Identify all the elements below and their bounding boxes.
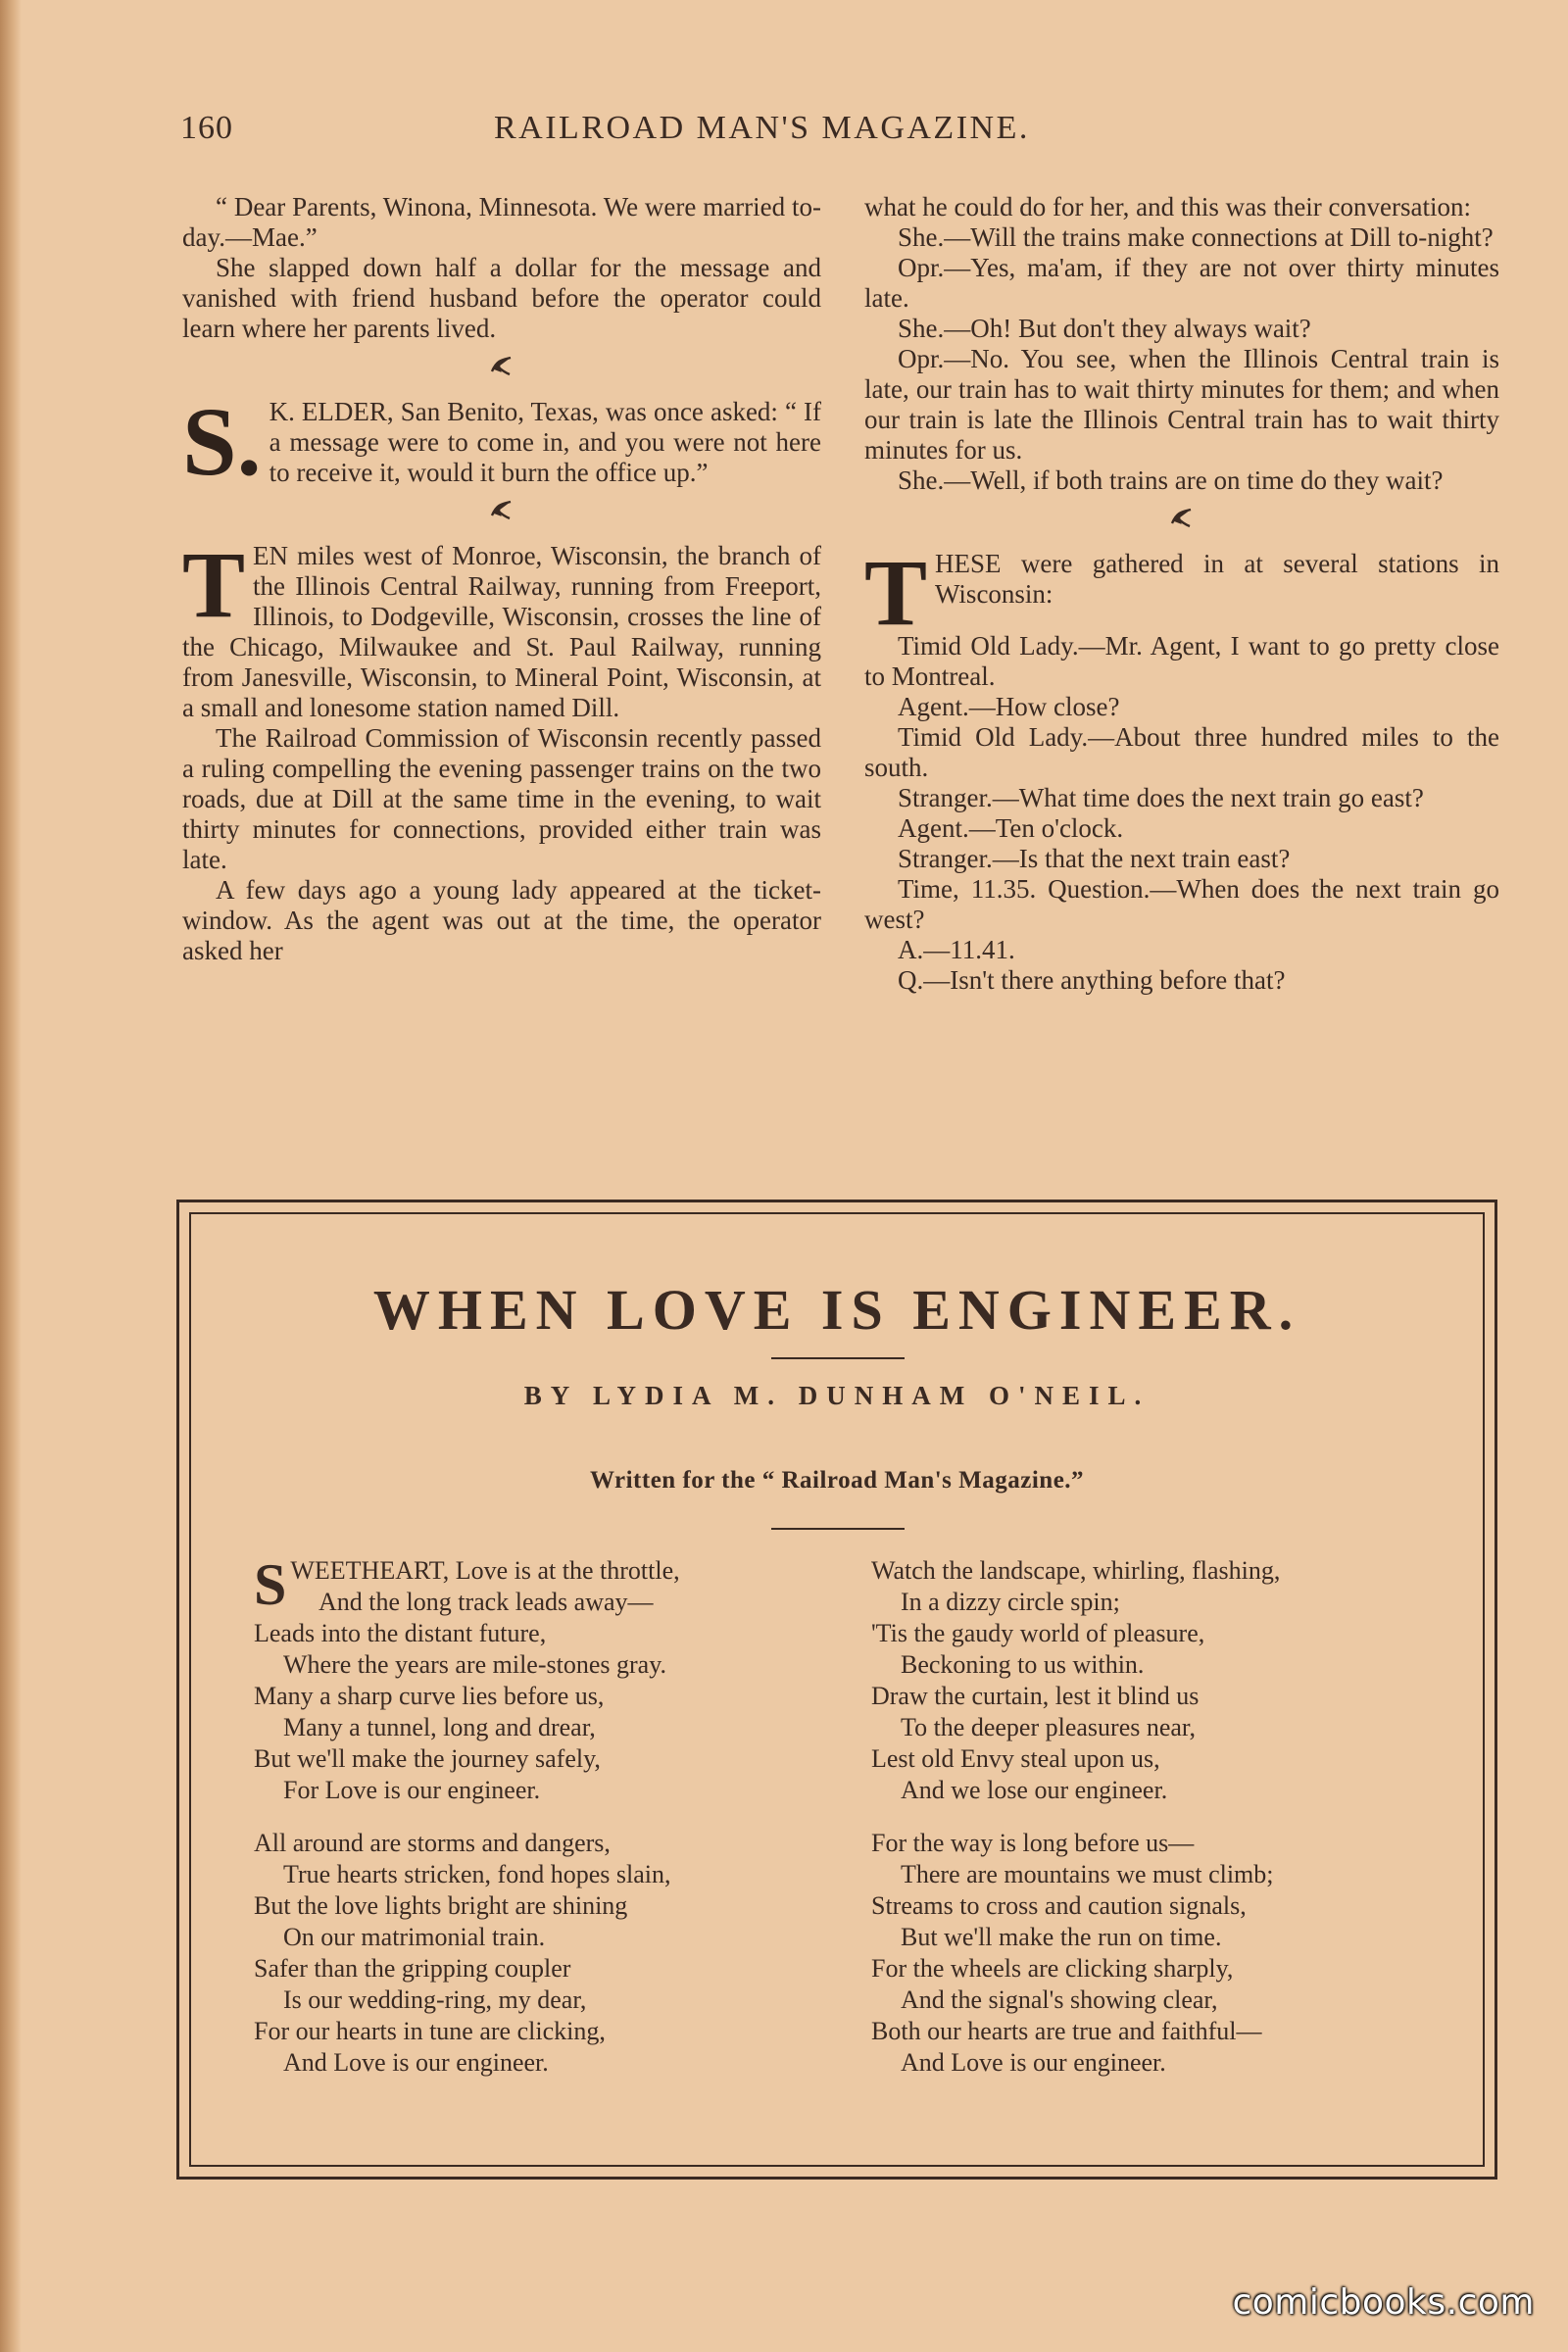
divider (771, 1357, 905, 1359)
left-column (182, 192, 821, 966)
poem-line: 'Tis the gaudy world of pleasure, (871, 1619, 1205, 1647)
dialog-line: Opr.—Yes, ma'am, if they are not over thirty minutes late. (864, 253, 1499, 313)
page-number: 160 (180, 110, 233, 146)
poem-line: Is our wedding-ring, my dear, (283, 1985, 587, 2014)
page-edge (0, 0, 22, 2352)
drop-cap: T (182, 541, 246, 637)
dialog-line: Agent.—Ten o'clock. (898, 813, 1124, 843)
dill-anecdote (182, 541, 821, 723)
poem-line: In a dizzy circle spin; (901, 1588, 1120, 1616)
poem-line: But we'll make the run on time. (901, 1923, 1222, 1951)
paragraph: what he could do for her, and this was their conversation: (864, 192, 1471, 221)
telegram-text: “ Dear Parents, Winona, Minnesota. We were married to-day.—Mae.” (182, 192, 821, 252)
dialog-line: Opr.—No. You see, when the Illinois Central train is late, our train has to wait thirty minutes for them; and when our train is late the Illinois Central train has to wait thirty minutes for us. (864, 344, 1499, 465)
poem-line: Beckoning to us within. (901, 1650, 1145, 1679)
poem-line: For our hearts in tune are clicking, (254, 2017, 606, 2045)
poem-line: WEETHEART, Love is at the throttle, (290, 1556, 680, 1585)
right-column (864, 192, 1499, 996)
dialog-line: She.—Well, if both trains are on time do they wait? (898, 466, 1444, 495)
stanza-3 (871, 1555, 1459, 1806)
paragraph: She slapped down half a dollar for the message and vanished with friend husband before the operator could learn where her parents lived. (182, 253, 821, 343)
poem-line: And the signal's showing clear, (901, 1985, 1218, 2014)
drop-cap: S (254, 1552, 287, 1617)
poem-left-column (254, 1552, 832, 2100)
poem-line: True hearts stricken, fond hopes slain, (283, 1860, 671, 1888)
dialog-line: She.—Will the trains make connections at Dill to-night? (898, 222, 1494, 252)
poem-title: WHEN LOVE IS ENGINEER. (372, 1278, 1301, 1342)
elder-anecdote (182, 397, 821, 488)
poem-box (176, 1200, 1497, 2180)
poem-line: And Love is our engineer. (283, 2048, 549, 2077)
poem-line: But we'll make the journey safely, (254, 1744, 601, 1773)
dialog-line: Timid Old Lady.—About three hundred miles to the south. (864, 722, 1499, 782)
dialog-line: Agent.—How close? (898, 692, 1120, 721)
poem-line: And the long track leads away— (318, 1588, 654, 1616)
poem-line: And we lose our engineer. (901, 1776, 1168, 1804)
poem-line: All around are storms and dangers, (254, 1829, 611, 1857)
poem-line: Where the years are mile-stones gray. (283, 1650, 667, 1679)
poem-line: To the deeper pleasures near, (901, 1713, 1197, 1741)
dialog-line: Stranger.—What time does the next train go east? (898, 783, 1424, 812)
ornament-icon (489, 500, 514, 521)
poem-line: Many a tunnel, long and drear, (283, 1713, 596, 1741)
poem-line: On our matrimonial train. (283, 1923, 546, 1951)
dialog-line: Time, 11.35. Question.—When does the next train go west? (864, 874, 1499, 934)
poem-byline: BY LYDIA M. DUNHAM O'NEIL. (523, 1381, 1151, 1410)
poem-line: And Love is our engineer. (901, 2048, 1166, 2077)
paragraph: HESE were gathered in at several stations in Wisconsin: (935, 549, 1499, 609)
dialog-line: Q.—Isn't there anything before that? (898, 965, 1286, 995)
poem-line: For the way is long before us— (871, 1829, 1195, 1857)
dialog-line: A.—11.41. (898, 935, 1015, 964)
stanza-4 (871, 1828, 1459, 2079)
wisconsin-anecdotes (864, 549, 1499, 631)
paragraph: The Railroad Commission of Wisconsin recently passed a ruling compelling the evening passenger trains on the two roads, due at Dill at the same time in the evening, to wait thirty minutes for connections, provided either train was late. (182, 723, 821, 874)
ornament-icon (1169, 508, 1195, 529)
running-head: RAILROAD MAN'S MAGAZINE. (494, 110, 1030, 146)
poem-line: Lest old Envy steal upon us, (871, 1744, 1160, 1773)
poem-line: Draw the curtain, lest it blind us (871, 1682, 1200, 1710)
paragraph: K. ELDER, San Benito, Texas, was once asked: “ If a message were to come in, and you were not here to receive it, would it burn the office up.” (269, 397, 821, 487)
poem-line: Watch the landscape, whirling, flashing, (871, 1556, 1281, 1585)
drop-cap: S. (182, 397, 262, 488)
poem-line: Leads into the distant future, (254, 1619, 547, 1647)
section-ornament (182, 356, 821, 387)
poem-line: For the wheels are clicking sharply, (871, 1954, 1234, 1983)
dialog-line: She.—Oh! But don't they always wait? (898, 314, 1311, 343)
poem-line: Both our hearts are true and faithful— (871, 2017, 1262, 2045)
stanza-2 (254, 1828, 832, 2079)
drop-cap: T (864, 549, 928, 631)
divider (771, 1528, 905, 1530)
dialog-line: Timid Old Lady.—Mr. Agent, I want to go pretty close to Montreal. (864, 631, 1499, 691)
section-ornament (864, 508, 1499, 539)
poem-line: But the love lights bright are shining (254, 1891, 628, 1920)
poem-line: Streams to cross and caution signals, (871, 1891, 1247, 1920)
section-ornament (182, 500, 821, 531)
dialog-line: Stranger.—Is that the next train east? (898, 844, 1291, 873)
poem-note: Written for the “ Railroad Man's Magazine.” (589, 1467, 1085, 1494)
paragraph: A few days ago a young lady appeared at the ticket-window. As the agent was out at the time, the operator asked her (182, 875, 821, 965)
poem-line: Many a sharp curve lies before us, (254, 1682, 605, 1710)
poem-right-column (871, 1555, 1459, 2100)
page-header (180, 110, 1494, 159)
stanza-1 (254, 1552, 832, 1806)
poem-line: There are mountains we must climb; (901, 1860, 1274, 1888)
poem-line: Safer than the gripping coupler (254, 1954, 571, 1983)
paragraph: EN miles west of Monroe, Wisconsin, the branch of the Illinois Central Railway, running from Freeport, Illinois, to Dodgeville, Wisconsin, crosses the line of the Chicago, Milwaukee and St. Paul Railway, running from Janesville, Wisconsin, to Mineral Point, Wisconsin, at a small and lonesome station named Dill. (182, 541, 821, 722)
poem-line: For Love is our engineer. (283, 1776, 541, 1804)
site-watermark: comicbooks.com (1232, 2282, 1535, 2323)
ornament-icon (489, 356, 514, 377)
